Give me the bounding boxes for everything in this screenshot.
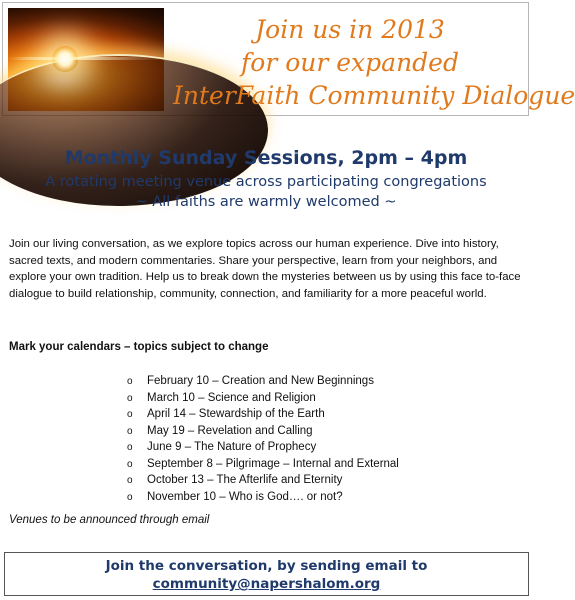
banner-title-line-3: InterFaith Community Dialogue — [173, 81, 575, 110]
topic-text: February 10 – Creation and New Beginnings — [147, 375, 374, 387]
list-item — [127, 373, 399, 390]
contact-box — [4, 552, 529, 596]
sunrise-over-earth-image — [8, 8, 164, 111]
list-bullet: o — [127, 409, 133, 420]
topic-text: April 14 – Stewardship of the Earth — [147, 408, 325, 420]
topic-text: November 10 – Who is God…. or not? — [147, 490, 343, 503]
list-item — [127, 406, 399, 423]
list-bullet: o — [127, 392, 133, 404]
calendar-heading: Mark your calendars – topics subject to change — [9, 341, 269, 353]
list-bullet: o — [127, 425, 133, 437]
topic-text: March 10 – Science and Religion — [147, 391, 316, 404]
header-banner — [2, 2, 575, 116]
contact-text: Join the conversation, by sending email to — [105, 558, 428, 574]
topics-list — [127, 373, 399, 505]
sessions-title: Monthly Sunday Sessions, 2pm – 4pm — [64, 147, 468, 169]
list-item — [127, 472, 399, 489]
banner-title-line-1: Join us in 2013 — [255, 15, 445, 44]
topic-text: June 9 – The Nature of Prophecy — [147, 441, 317, 453]
list-item — [127, 456, 399, 473]
sessions-subtitle: A rotating meeting venue across participating congregations — [45, 174, 487, 190]
list-item — [127, 423, 399, 440]
topic-text: October 13 – The Afterlife and Eternity — [147, 474, 343, 486]
topic-text: September 8 – Pilgrimage – Internal and External — [147, 457, 399, 470]
sun-glow — [52, 46, 78, 72]
list-bullet: o — [127, 442, 133, 453]
venues-note: Venues to be announced through email — [9, 514, 210, 526]
list-bullet: o — [127, 458, 133, 470]
intro-paragraph: Join our living conversation, as we explore topics across our human experience. Dive into history, sacred texts, and modern commentaries. Share your perspective, learn from your neighbors, and explore your own tradition. Help us to break down the mysteries between us by using this face to-face dialogue to build relationship, community, connection, and familiarity for a more peaceful world. — [9, 238, 521, 300]
list-item — [127, 439, 399, 456]
list-bullet: o — [127, 376, 133, 387]
list-bullet: o — [127, 491, 133, 503]
list-item — [127, 390, 399, 407]
welcome-line: ~ All faiths are warmly welcomed ~ — [135, 194, 397, 210]
light-flare — [8, 57, 164, 60]
banner-title — [173, 13, 575, 112]
topic-text: May 19 – Revelation and Calling — [147, 424, 313, 437]
list-bullet: o — [127, 475, 133, 486]
list-item — [127, 489, 399, 506]
banner-title-line-2: for our expanded — [241, 48, 459, 77]
email-link[interactable]: community@napershalom.org — [152, 576, 381, 592]
